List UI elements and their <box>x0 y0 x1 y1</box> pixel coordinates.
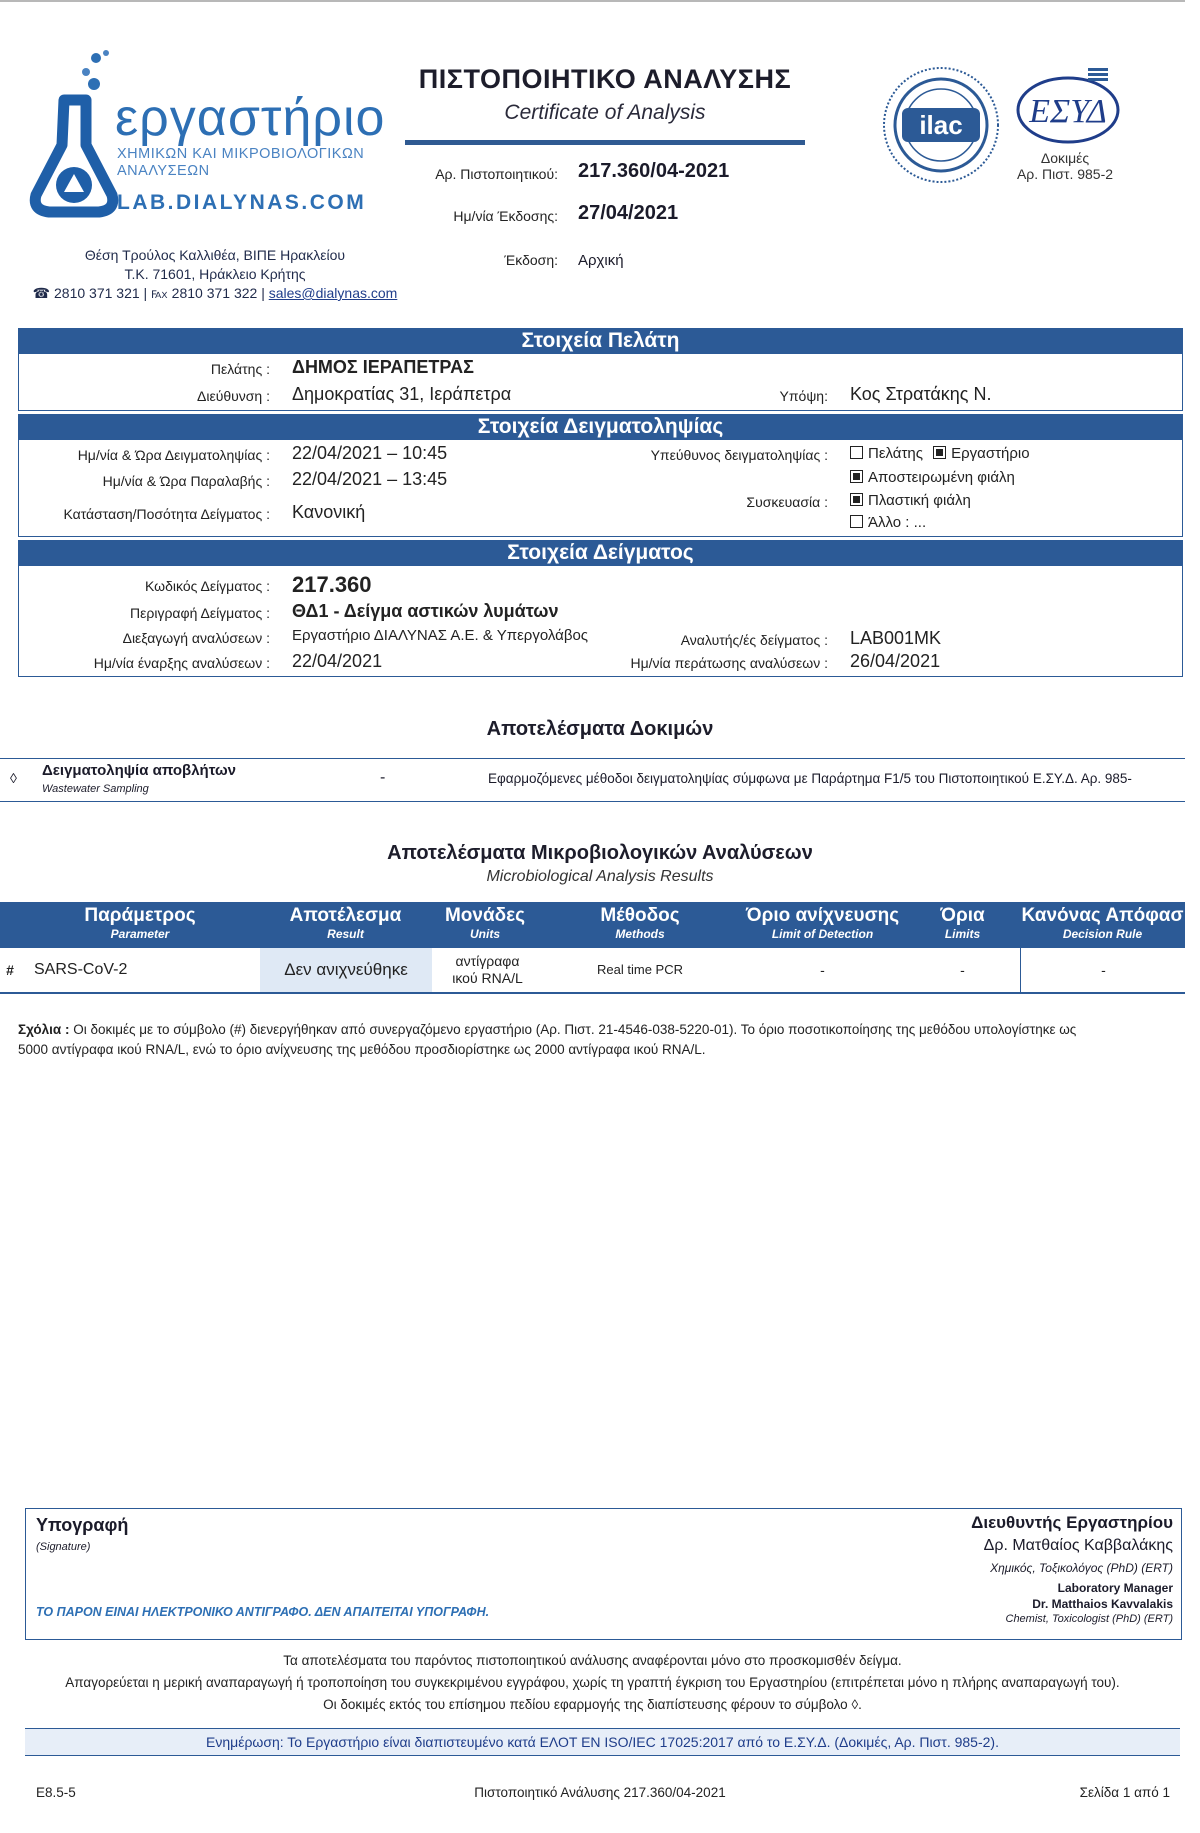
notes-line: 5000 αντίγραφα ικού RNA/L, ενώ το όριο ανίχνευσης της μεθόδου προσδιορίστηκε ως 2000 αντίγραφα ικού RNA/L. <box>18 1042 706 1057</box>
analysis-performed-value: Εργαστήριο ΔΙΑΛΥΝΑΣ Α.Ε. & Υπεργολάβος <box>292 627 589 644</box>
contact-line <box>20 284 410 303</box>
sample-code-value: 217.360 <box>292 572 372 597</box>
test-results-title: Αποτελέσματα Δοκιμών <box>486 718 714 740</box>
subcontract-mark: # <box>6 962 14 978</box>
notes-text: Οι δοκιμές με το σύμβολο (#) διενεργήθηκαν από συνεργαζόμενο εργαστήριο (Αρ. Πιστ. 21-4546-038-5220-01). Το όριο ποσοτικοποίησης της μεθόδου υπολογίστηκε ως <box>73 1022 1077 1037</box>
packaging-label: Συσκευασία : <box>746 494 828 510</box>
micro-results-subtitle: Microbiological Analysis Results <box>486 868 714 885</box>
director-name: Δρ. Ματθαίος Καββαλάκης <box>983 1537 1173 1554</box>
units-cell <box>440 948 535 992</box>
logo-subtitle <box>117 146 397 180</box>
option-lab-label: Εργαστήριο <box>951 445 1030 462</box>
units-line: ικού RNA/L <box>452 970 523 986</box>
sampling-datetime-label: Ημ/νία & Ώρα Δειγματοληψίας : <box>77 447 270 463</box>
analysis-start-value: 22/04/2021 <box>292 651 383 671</box>
packaging-sterile-option <box>850 469 1015 486</box>
esyd-caption <box>995 150 1135 182</box>
col-subtitle: Limit of Detection <box>771 927 874 941</box>
cert-no-value: 217.360/04-2021 <box>578 160 730 182</box>
email-link[interactable]: sales@dialynas.com <box>268 285 398 301</box>
col-method <box>560 902 720 948</box>
notes-line <box>18 1020 1178 1040</box>
sample-condition-value: Κανονική <box>292 502 366 522</box>
col-units <box>430 902 540 948</box>
col-title: Κανόνας Απόφασ <box>1021 905 1184 926</box>
logo-url: LAB.DIALYNAS.COM <box>117 191 367 214</box>
signature-label: Υπογραφή <box>36 1515 129 1535</box>
method-cell: Real time PCR <box>597 962 683 977</box>
checkbox-other[interactable] <box>850 515 863 528</box>
ilac-text: ilac <box>919 110 963 140</box>
sample-code-label: Κωδικός Δείγματος : <box>145 578 270 594</box>
client-address-label: Διεύθυνση : <box>196 388 270 404</box>
checkbox-sterile-checked[interactable] <box>850 470 863 483</box>
document-title: ΠΙΣΤΟΠΟΙΗΤΙΚΟ ΑΝΑΛΥΣΗΣ <box>418 64 792 94</box>
decision-rule-cell: - <box>1020 948 1186 992</box>
col-title: Μονάδες <box>444 905 526 926</box>
micro-results-title: Αποτελέσματα Μικροβιολογικών Αναλύσεων <box>387 842 813 864</box>
footer-disclaimer-line: Οι δοκιμές εκτός του επίσημου πεδίου εφαρμογής της διαπίστευσης φέρουν το σύμβολο ◊. <box>323 1697 862 1712</box>
document-subtitle: Certificate of Analysis <box>504 101 706 124</box>
analyst-label: Αναλυτής/ές δείγματος : <box>680 632 828 648</box>
ilac-logo-icon <box>880 64 1002 186</box>
option-other-label: Άλλο : ... <box>868 514 927 531</box>
director-role: Διευθυντής Εργαστηρίου <box>971 1513 1173 1532</box>
sample-desc-label: Περιγραφή Δείγματος : <box>130 605 270 621</box>
attention-value: Κος Στρατάκης Ν. <box>850 384 992 404</box>
signature-label-en: (Signature) <box>36 1541 91 1553</box>
micro-table-header <box>0 902 1185 948</box>
phone-fax: ☎ 2810 371 321 | ℻ 2810 371 322 | <box>32 285 265 301</box>
checkbox-lab-checked[interactable] <box>933 446 946 459</box>
result-cell: Δεν ανιχνεύθηκε <box>260 948 432 992</box>
table-row <box>0 948 1185 994</box>
col-subtitle: Decision Rule <box>1062 927 1143 941</box>
client-section-bar: Στοιχεία Πελάτη <box>18 328 1183 354</box>
col-subtitle: Methods <box>615 927 665 941</box>
cert-no-label: Αρ. Πιστοποιητικού: <box>435 166 558 182</box>
col-parameter <box>40 902 240 948</box>
analyst-value: LAB001MK <box>850 628 942 648</box>
col-title: Όρια <box>940 905 985 926</box>
electronic-copy-note: ΤΟ ΠΑΡΟΝ ΕΙΝΑΙ ΗΛΕΚΤΡΟΝΙΚΟ ΑΝΤΙΓΡΑΦΟ. ΔΕΝ ΑΠΑΙΤΕΙΤΑΙ ΥΠΟΓΡΑΦΗ. <box>36 1605 490 1619</box>
logo-subtitle-line: ΑΝΑΛΥΣΕΩΝ <box>117 163 210 179</box>
col-limits <box>915 902 1010 948</box>
sampling-row-dash: - <box>380 769 386 786</box>
col-subtitle: Limits <box>944 927 981 941</box>
col-subtitle: Parameter <box>110 927 170 941</box>
edition-label: Έκδοση: <box>504 252 558 268</box>
top-divider <box>0 0 1185 2</box>
sample-section-bar: Στοιχεία Δείγματος <box>18 540 1183 566</box>
title-underline <box>405 140 805 145</box>
sampling-section-bar: Στοιχεία Δειγματοληψίας <box>18 414 1183 440</box>
notes-label: Σχόλια : <box>18 1022 70 1037</box>
footer-disclaimer-line: Απαγορεύεται η μερική αναπαραγωγή ή τροποποίηση του συγκεκριμένου εγγράφου, χωρίς τη γραπτή έγκριση του Εργαστηρίου (επιτρέπεται μόνο η πλήρης αναπαραγωγή του). <box>65 1675 1120 1690</box>
page-number: Σελίδα 1 από 1 <box>1079 1785 1170 1800</box>
esyd-text: ΕΣΥΔ <box>1029 93 1107 130</box>
packaging-other-option <box>850 514 926 531</box>
units-line: αντίγραφα <box>455 953 520 969</box>
edition-value: Αρχική <box>578 252 624 269</box>
option-plastic-label: Πλαστική φιάλη <box>868 492 971 509</box>
col-title: Όριο ανίχνευσης <box>745 905 900 926</box>
notes-block <box>18 1020 1178 1060</box>
footer-disclaimer-line: Τα αποτελέσματα του παρόντος πιστοποιητικού ανάλυσης αναφέρονται μόνο στο προσκομισθέν δείγμα. <box>283 1653 902 1668</box>
sampling-row-title: Δειγματοληψία αποβλήτων <box>42 762 237 779</box>
signature-block <box>25 1508 1182 1640</box>
logo-subtitle-line: ΧΗΜΙΚΩΝ ΚΑΙ ΜΙΚΡΟΒΙΟΛΟΓΙΚΩΝ <box>117 146 365 162</box>
sampling-responsible-label: Υπεύθυνος δειγματοληψίας : <box>650 447 828 463</box>
receipt-datetime-value: 22/04/2021 – 13:45 <box>292 469 448 489</box>
footer-certificate-ref: Πιστοποιητικό Ανάλυσης 217.360/04-2021 <box>474 1785 726 1800</box>
option-client-label: Πελάτης <box>868 445 923 462</box>
director-quals: Χημικός, Τοξικολόγος (PhD) (ERT) <box>990 1561 1173 1575</box>
director-role-en: Laboratory Manager <box>1057 1581 1173 1595</box>
sampling-row-subtitle: Wastewater Sampling <box>42 783 149 795</box>
flask-logo-icon <box>24 50 129 220</box>
lab-address <box>20 246 410 303</box>
client-value: ΔΗΜΟΣ ΙΕΡΑΠΕΤΡΑΣ <box>292 357 474 377</box>
analysis-start-label: Ημ/νία έναρξης αναλύσεων : <box>93 655 270 671</box>
sampling-datetime-value: 22/04/2021 – 10:45 <box>292 443 448 463</box>
limits-cell: - <box>960 962 965 978</box>
esyd-caption-line: Αρ. Πιστ. 985-2 <box>1016 166 1114 182</box>
analysis-end-label: Ημ/νία περάτωσης αναλύσεων : <box>630 655 828 671</box>
sampling-responsible-options <box>850 445 1030 462</box>
lod-cell: - <box>820 962 825 978</box>
sampling-result-row <box>0 758 1185 802</box>
client-label: Πελάτης : <box>210 361 270 377</box>
esyd-logo-icon <box>1012 66 1124 146</box>
sampling-row-note: Εφαρμοζόμενες μέθοδοι δειγματοληψίας σύμφωνα με Παράρτημα F1/5 του Πιστοποιητικού Ε.ΣΥ.Δ. Αρ. 985- <box>488 771 1132 786</box>
col-title: Παράμετρος <box>84 905 196 926</box>
col-title: Αποτέλεσμα <box>289 905 402 926</box>
form-code: E8.5-5 <box>36 1785 76 1800</box>
out-of-scope-mark: ◊ <box>10 770 17 786</box>
sample-condition-label: Κατάσταση/Ποσότητα Δείγματος : <box>63 506 270 522</box>
col-lod <box>740 902 905 948</box>
checkbox-client[interactable] <box>850 446 863 459</box>
issue-date-label: Ημ/νία Έκδοσης: <box>453 208 558 224</box>
sample-desc-value: ΘΔ1 - Δείγμα αστικών λυμάτων <box>292 601 559 621</box>
esyd-caption-line: Δοκιμές <box>1040 150 1090 166</box>
director-name-en: Dr. Matthaios Kavvalakis <box>1032 1597 1173 1611</box>
col-decision-rule <box>1020 902 1185 948</box>
logo-wordmark: εργαστήριο <box>115 89 386 147</box>
col-subtitle: Result <box>327 927 364 941</box>
receipt-datetime-label: Ημ/νία & Ώρα Παραλαβής : <box>102 473 270 489</box>
option-sterile-label: Αποστειρωμένη φιάλη <box>868 469 1015 486</box>
parameter-cell: SARS-CoV-2 <box>34 961 128 978</box>
checkbox-plastic-checked[interactable] <box>850 493 863 506</box>
address-line: Τ.Κ. 71601, Ηράκλειο Κρήτης <box>124 266 306 282</box>
address-line: Θέση Τρούλος Καλλιθέα, ΒΙΠΕ Ηρακλείου <box>84 247 346 263</box>
accreditation-update-banner: Ενημέρωση: Το Εργαστήριο είναι διαπιστευμένο κατά ΕΛΟΤ ΕΝ ISO/IEC 17025:2017 από το Ε.ΣΥ.Δ. (Δοκιμές, Αρ. Πιστ. 985-2). <box>25 1728 1180 1756</box>
director-quals-en: Chemist, Toxicologist (PhD) (ERT) <box>1005 1613 1173 1625</box>
client-section-box <box>18 354 1183 411</box>
packaging-plastic-option <box>850 492 971 509</box>
issue-date-value: 27/04/2021 <box>578 202 679 224</box>
col-result <box>258 902 433 948</box>
client-address-value: Δημοκρατίας 31, Ιεράπετρα <box>292 384 512 404</box>
analysis-end-value: 26/04/2021 <box>850 651 941 671</box>
attention-label: Υπόψη: <box>779 388 828 404</box>
col-title: Μέθοδος <box>600 905 680 926</box>
col-subtitle: Units <box>470 927 500 941</box>
analysis-performed-label: Διεξαγωγή αναλύσεων : <box>122 630 270 646</box>
